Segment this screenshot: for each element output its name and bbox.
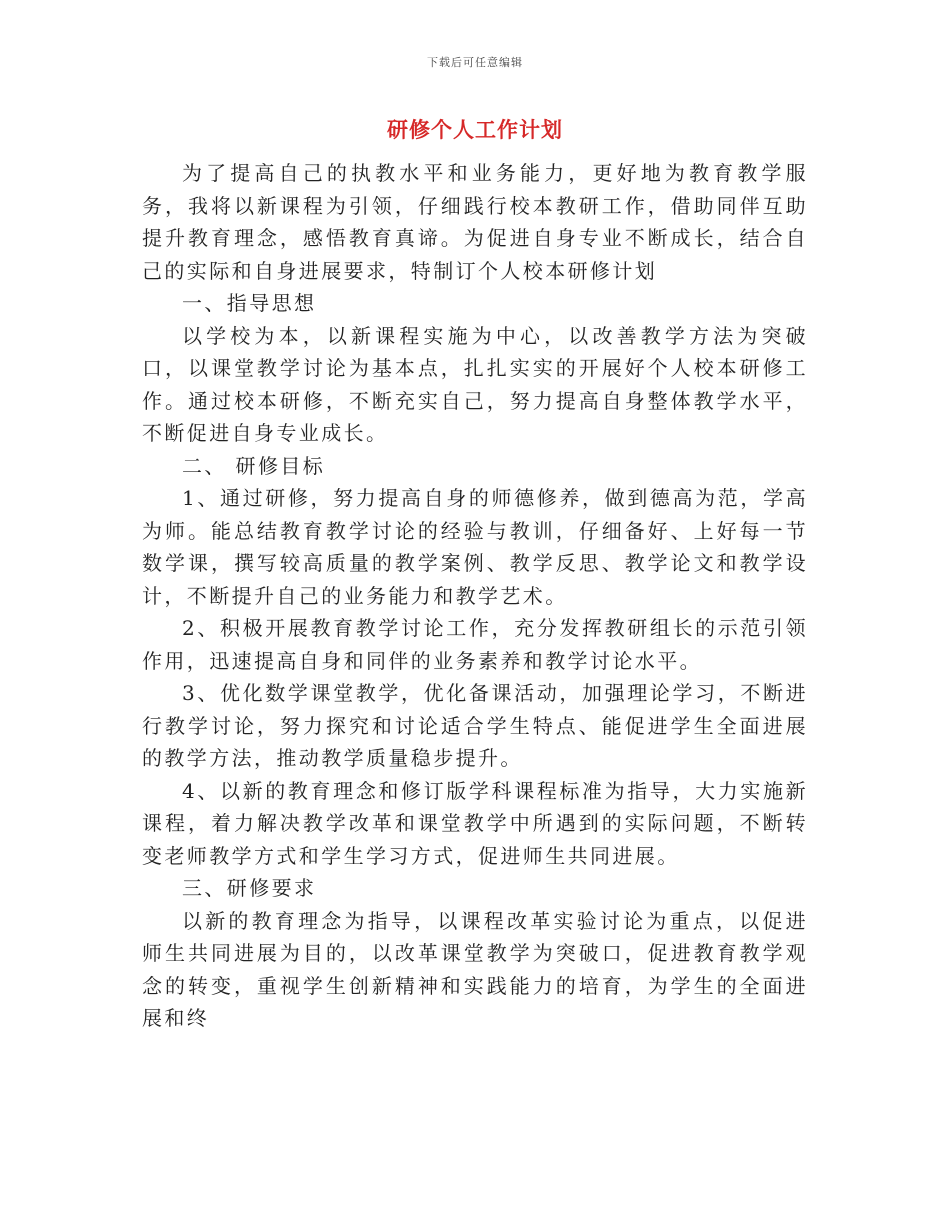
section-heading-requirements: 三、研修要求 — [182, 876, 317, 900]
header-note: 下载后可任意编辑 — [427, 56, 523, 69]
document-title: 研修个人工作计划 — [387, 117, 563, 142]
paragraph-requirements: 以新的教育理念为指导，以课程改革实验讨论为重点，以促进师生共同进展为目的，以改革课堂教学为突破口，促进教育教学观念的转变，重视学生创新精神和实践能力的培育，为学生的全面进展和终 — [142, 908, 808, 1030]
paragraph-goal-3: 3、优化数学课堂教学，优化备课活动，加强理论学习，不断进行教学讨论，努力探究和讨论适合学生特点、能促进学生全面进展的教学方法，推动教学质量稳步提升。 — [142, 681, 808, 770]
document-body — [142, 157, 808, 1035]
section-heading-goals: 二、 研修目标 — [182, 453, 326, 478]
paragraph-intro: 为了提高自己的执教水平和业务能力，更好地为教育教学服务，我将以新课程为引领，仔细践行校本教研工作，借助同伴互助提升教育理念，感悟教育真谛。为促进自身专业不断成长，结合自己的实际和自身进展要求，特制订个人校本研修计划 — [142, 161, 808, 283]
paragraph-goal-2: 2、积极开展教育教学讨论工作，充分发挥教研组长的示范引领作用，迅速提高自身和同伴的业务素养和教学讨论水平。 — [142, 616, 808, 673]
paragraph-goal-1: 1、通过研修，努力提高自身的师德修养，做到德高为范，学高为师。能总结教育教学讨论的经验与教训，仔细备好、上好每一节数学课，撰写较高质量的教学案例、教学反思、教学论文和教学设计，不断提升自己的业务能力和教学艺术。 — [142, 486, 808, 608]
section-heading-guiding-thought: 一、指导思想 — [182, 291, 317, 315]
paragraph-goal-4: 4、以新的教育理念和修订版学科课程标准为指导，大力实施新课程，着力解决教学改革和课堂教学中所遇到的实际问题，不断转变老师教学方式和学生学习方式，促进师生共同进展。 — [142, 778, 808, 868]
paragraph-guiding-thought: 以学校为本，以新课程实施为中心，以改善教学方法为突破口，以课堂教学讨论为基本点，扎扎实实的开展好个人校本研修工作。通过校本研修，不断充实自己，努力提高自身整体教学水平，不断促进自身专业成长。 — [142, 323, 808, 445]
